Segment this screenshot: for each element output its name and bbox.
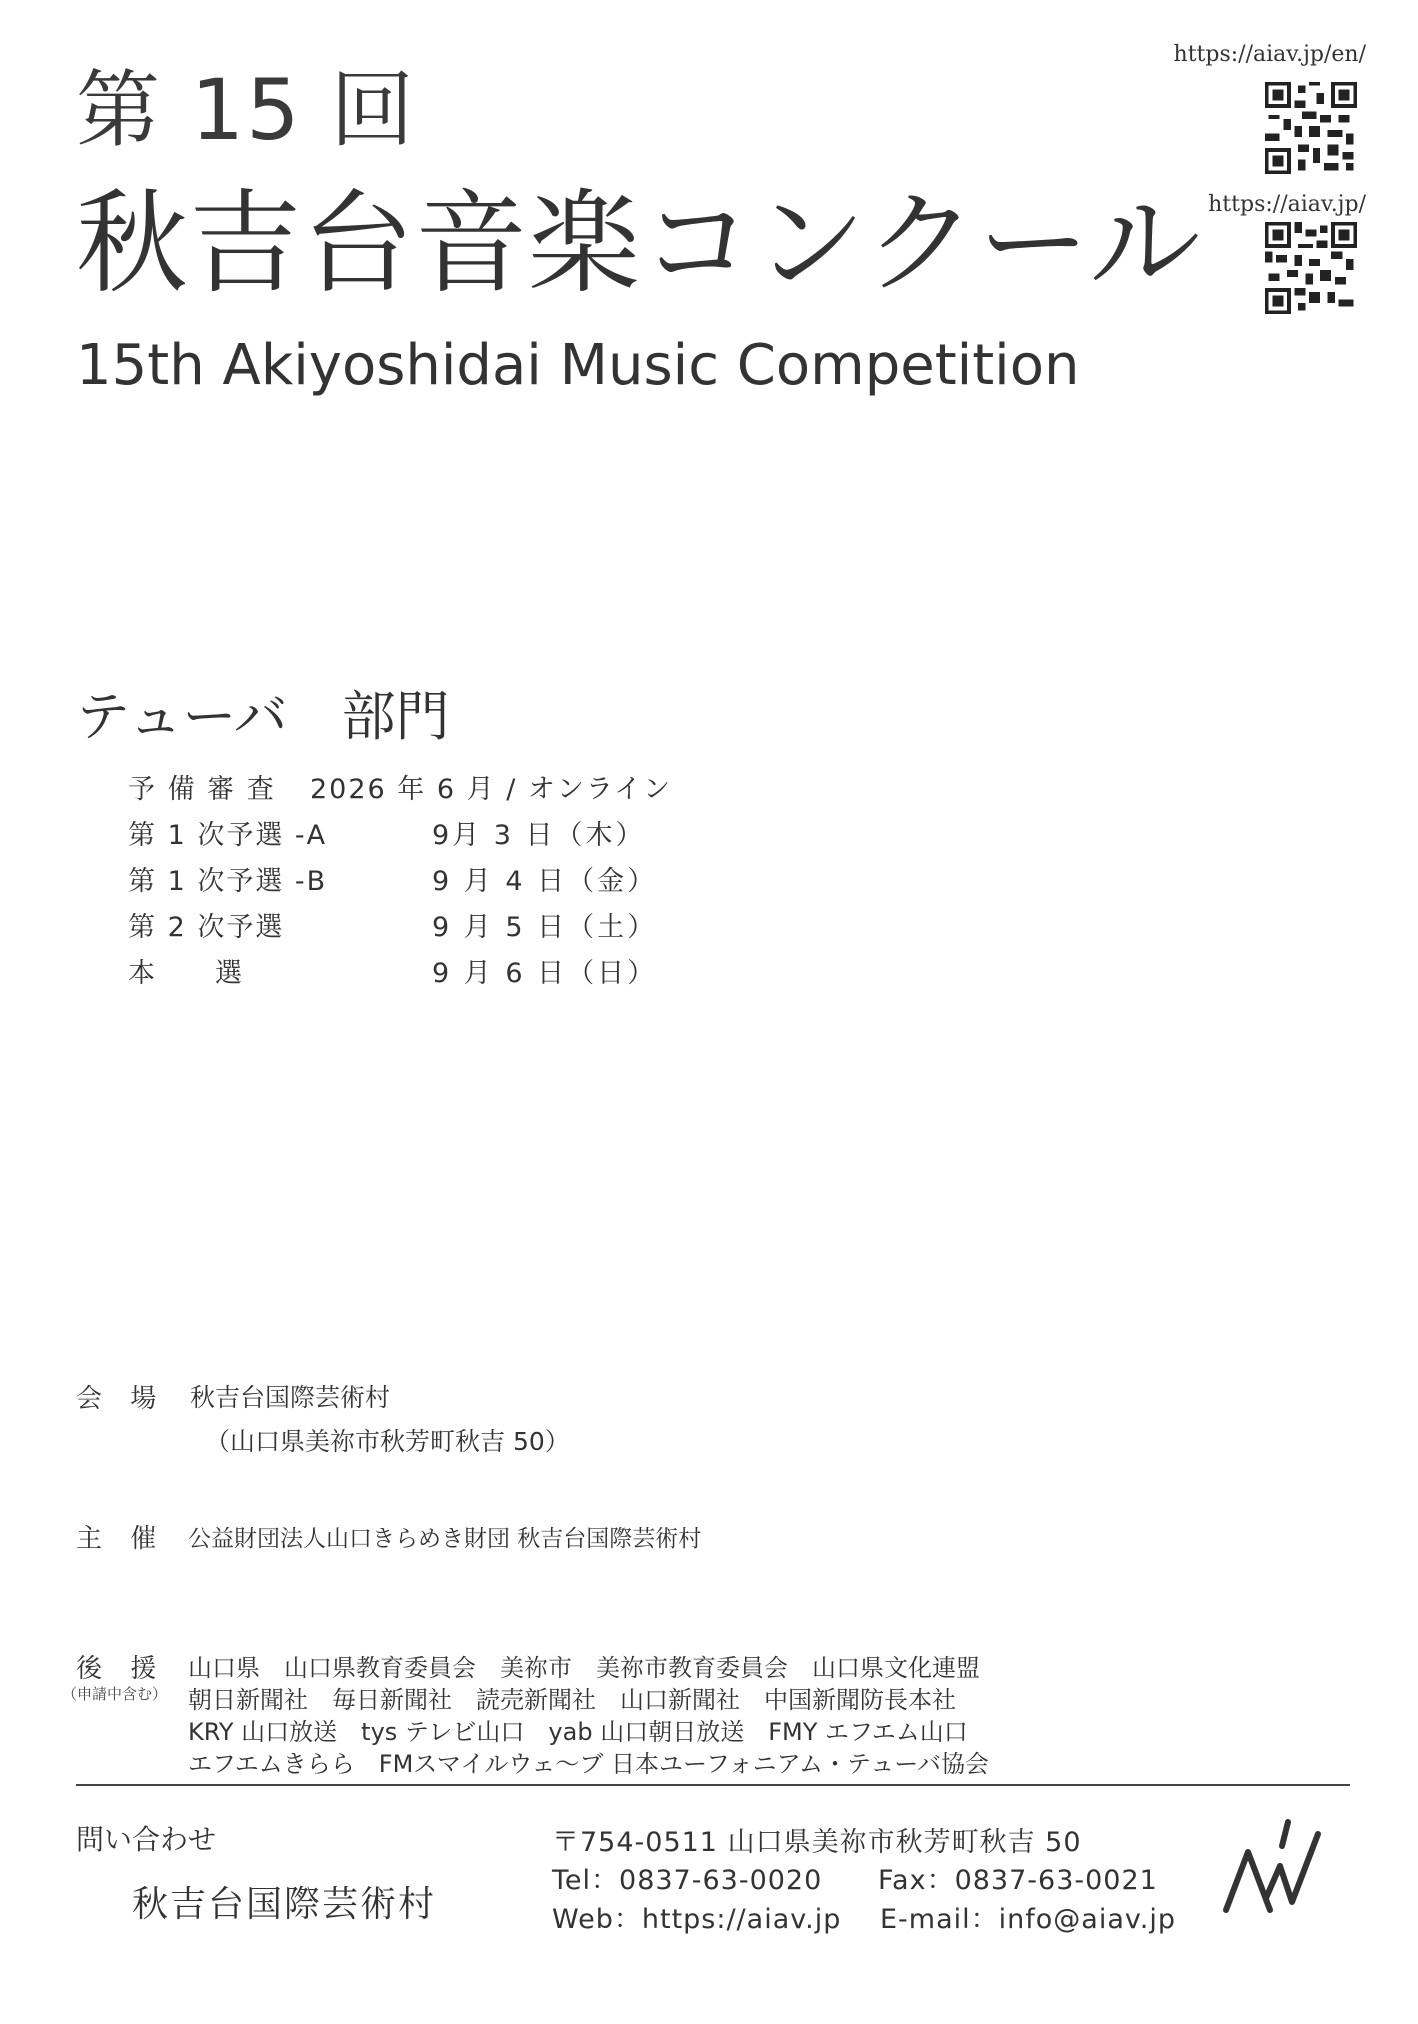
schedule-date: 9 月 6 日（日） [432, 958, 658, 989]
schedule-label: 第 1 次予選 -B [128, 866, 328, 897]
schedule-date: 9 月 4 日（金） [432, 866, 658, 897]
contact-heading: 問い合わせ [76, 1823, 217, 1856]
schedule-date: 2026 年 6 月 / オンライン [310, 774, 673, 805]
support-line: 山口県 山口県教育委員会 美祢市 美祢市教育委員会 山口県文化連盟 [188, 1654, 980, 1682]
support-line: KRY 山口放送 tys テレビ山口 yab 山口朝日放送 FMY エフエム山口 [188, 1718, 968, 1746]
support-line: エフエムきらら FMスマイルウェ～ブ 日本ユーフォニアム・テューバ協会 [188, 1750, 990, 1778]
organizer-label: 主 催 [76, 1524, 167, 1554]
url-japanese[interactable]: https://aiav.jp/ [1208, 192, 1366, 217]
schedule-label: 本 選 [128, 958, 244, 989]
section-title: テューバ 部門 [76, 685, 450, 748]
venue-address: （山口県美祢市秋芳町秋吉 50） [205, 1427, 570, 1456]
support-note: （申請中含む） [62, 1685, 168, 1703]
schedule-label: 予 備 審 査 [128, 774, 276, 805]
edition-label: 第 15 回 [76, 61, 417, 159]
page-title-english: 15th Akiyoshidai Music Competition [76, 333, 1080, 398]
qr-code-icon[interactable] [1265, 82, 1357, 174]
contact-address: 〒754-0511 山口県美祢市秋芳町秋吉 50 [552, 1827, 1082, 1858]
url-english[interactable]: https://aiav.jp/en/ [1173, 42, 1366, 67]
qr-code-icon[interactable] [1265, 222, 1357, 314]
contact-email[interactable]: E-mail：info@aiav.jp [880, 1904, 1176, 1935]
support-line: 朝日新聞社 毎日新聞社 読売新聞社 山口新聞社 中国新聞防長本社 [188, 1686, 956, 1714]
schedule-date: 9月 3 日（木） [432, 820, 646, 851]
page-title: 秋吉台音楽コンクール [76, 179, 1202, 309]
schedule-label: 第 2 次予選 [128, 912, 285, 943]
schedule-date: 9 月 5 日（土） [432, 912, 658, 943]
contact-organization: 秋吉台国際芸術村 [132, 1884, 437, 1925]
organizer-text: 公益財団法人山口きらめき財団 秋吉台国際芸術村 [188, 1526, 702, 1552]
contact-tel: Tel：0837-63-0020 [552, 1865, 823, 1896]
support-label: 後 援 [76, 1654, 167, 1684]
schedule-label: 第 1 次予選 -A [128, 820, 328, 851]
aiav-logo-icon [1218, 1818, 1328, 1918]
venue-name: 秋吉台国際芸術村 [190, 1383, 391, 1412]
divider [76, 1784, 1350, 1786]
contact-fax: Fax：0837-63-0021 [878, 1865, 1158, 1896]
venue-label: 会 場 [76, 1384, 167, 1414]
contact-web[interactable]: Web：https://aiav.jp [552, 1904, 842, 1935]
